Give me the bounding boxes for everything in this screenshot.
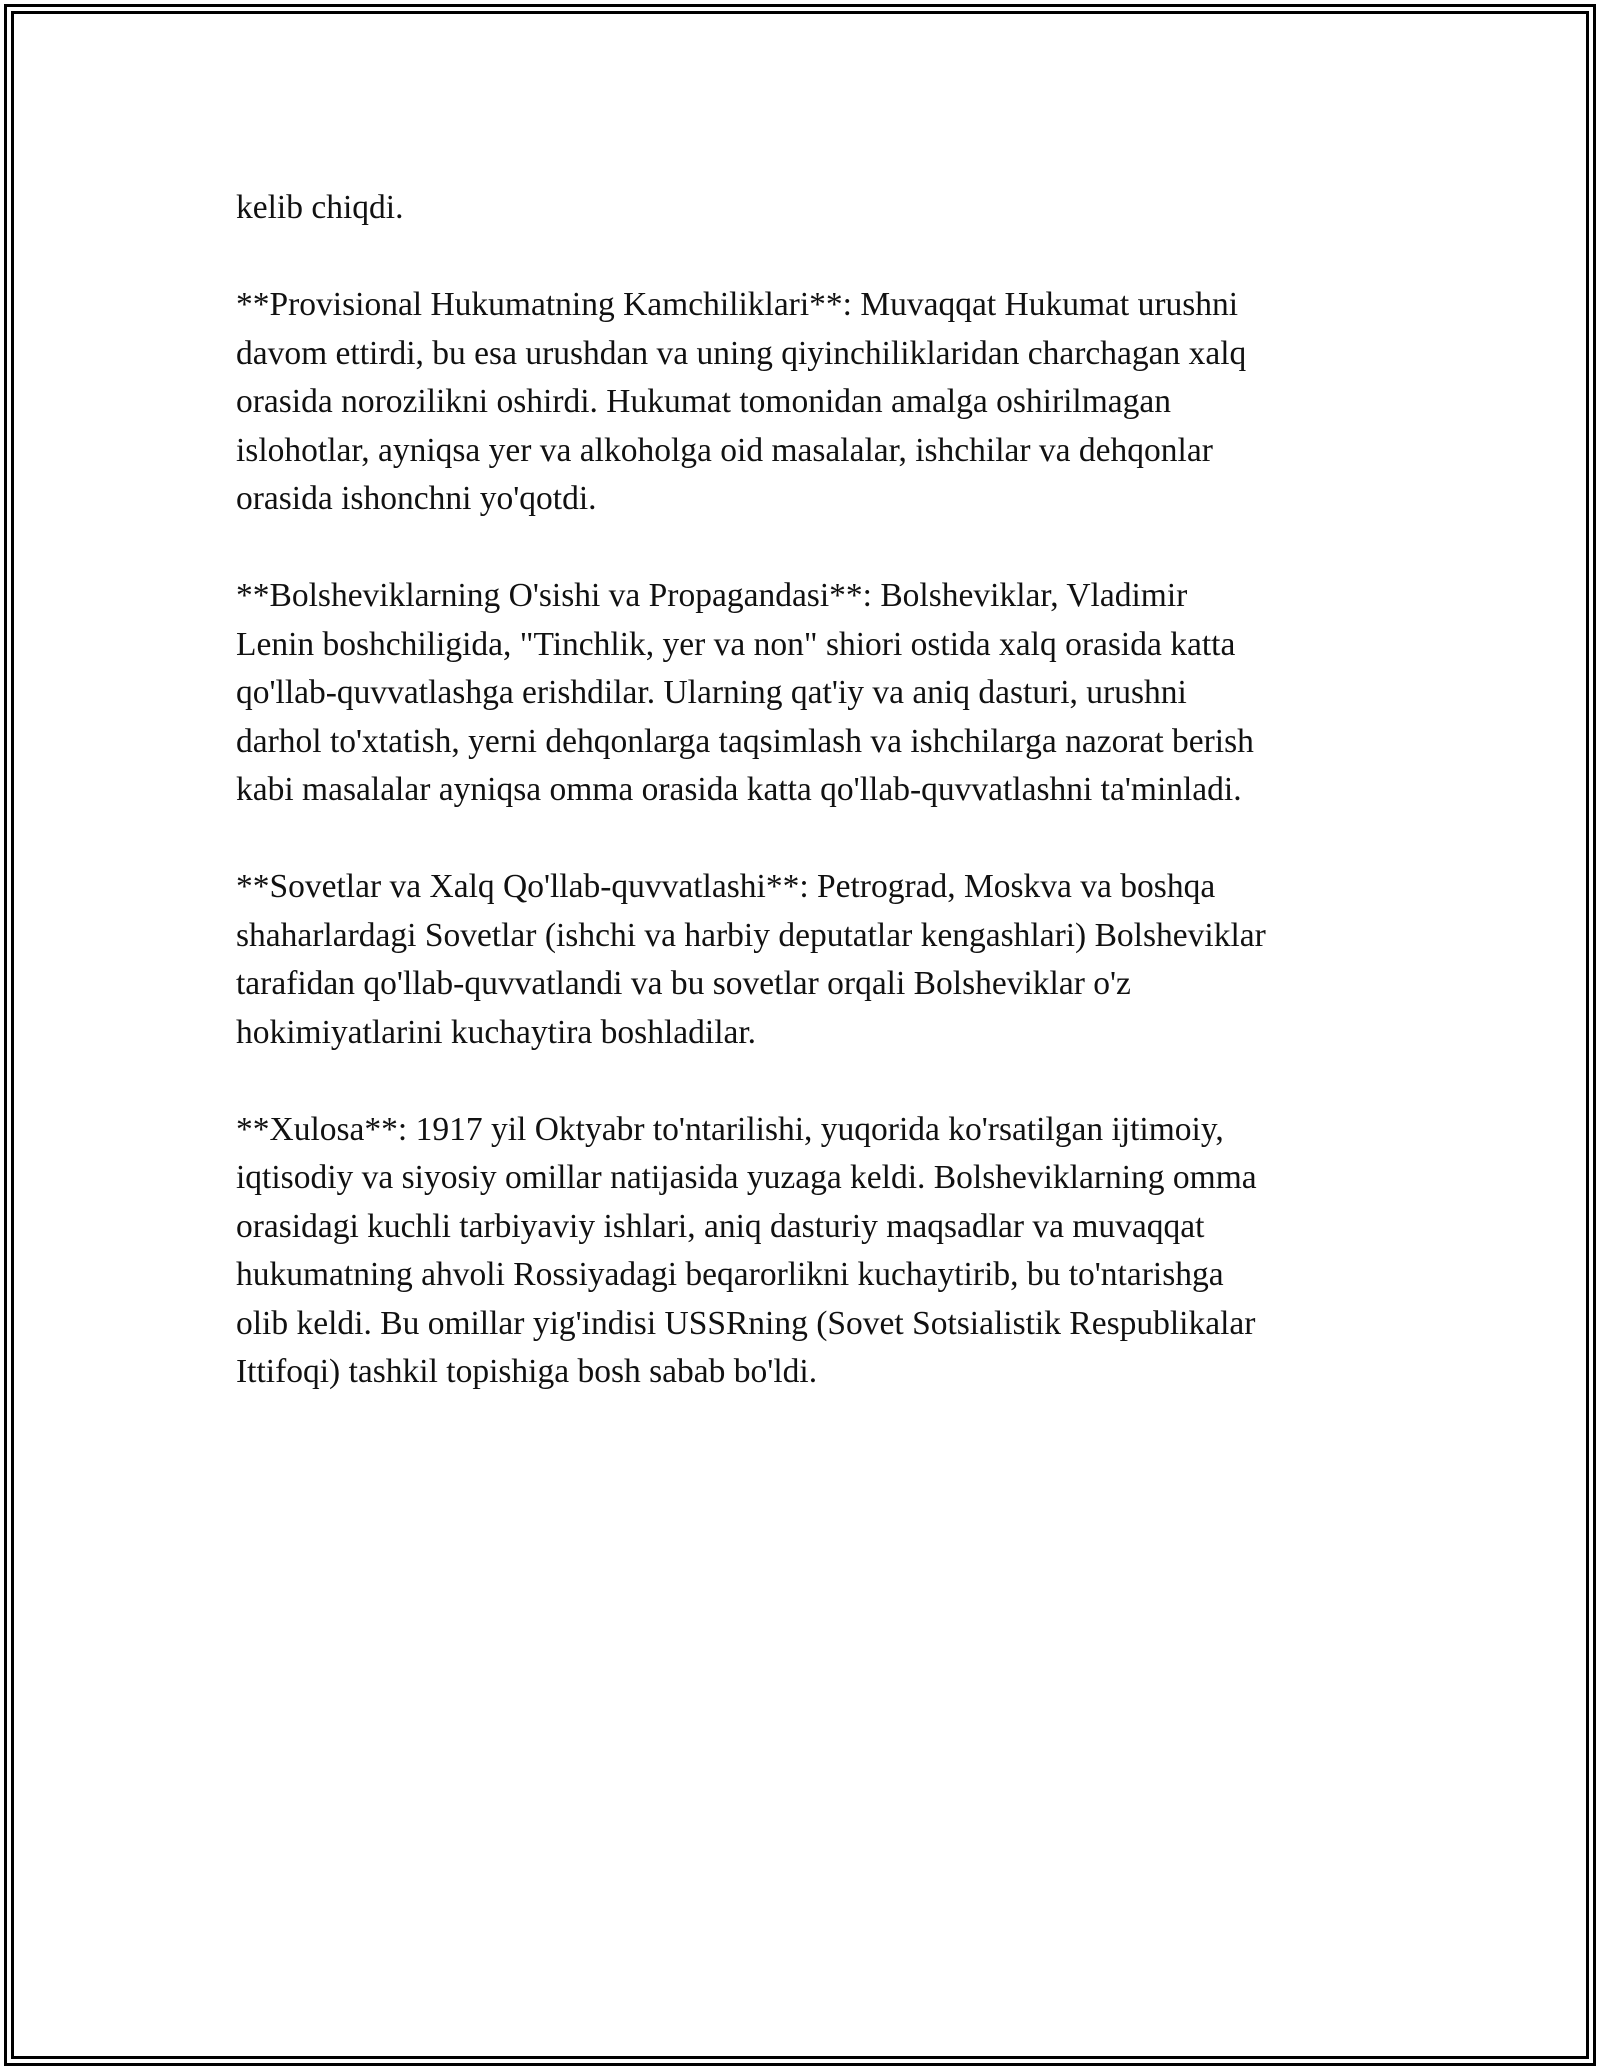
text-line: orasida norozilikni oshirdi. Hukumat tomonidan amalga oshirilmagan xyxy=(236,383,1172,420)
text-line: tarafidan qo'llab-quvvatlandi va bu sovetlar orqali Bolsheviklar o'z xyxy=(236,965,1131,1002)
text-line: **Sovetlar va Xalq Qo'llab-quvvatlashi**: Petrograd, Moskva va boshqa xyxy=(236,868,1216,905)
text-line: islohotlar, ayniqsa yer va alkoholga oid masalalar, ishchilar va dehqonlar xyxy=(236,431,1213,469)
text-line: orasidagi kuchli tarbiyaviy ishlari, aniq dasturiy maqsadlar va muvaqqat xyxy=(236,1207,1205,1245)
text-line: orasida ishonchni yo'qotdi. xyxy=(236,480,597,517)
paragraph-bolsheviks xyxy=(236,572,1376,815)
text-line: hokimiyatlarini kuchaytira boshladilar. xyxy=(236,1013,757,1051)
text-line: Ittifoqi) tashkil topishiga bosh sabab bo'ldi. xyxy=(236,1353,818,1390)
text-line: kelib chiqdi. xyxy=(236,189,404,226)
text-line: hukumatning ahvoli Rossiyadagi beqarorlikni kuchaytirib, bu to'ntarishga xyxy=(236,1256,1224,1293)
paragraph-conclusion xyxy=(236,1106,1376,1397)
text-line: kabi masalalar ayniqsa omma orasida katta qo'llab-quvvatlashni ta'minladi. xyxy=(236,771,1242,808)
text-line: olib keldi. Bu omillar yig'indisi USSRning (Sovet Sotsialistik Respublikalar xyxy=(236,1304,1256,1342)
paragraph-intro-fragment xyxy=(236,184,1376,233)
text-line: darhol to'xtatish, yerni dehqonlarga taqsimlash va ishchilarga nazorat berish xyxy=(236,722,1254,760)
text-line: qo'llab-quvvatlashga erishdilar. Ularning qat'iy va aniq dasturi, urushni xyxy=(236,674,1187,711)
text-line: **Xulosa**: 1917 yil Oktyabr to'ntarilishi, yuqorida ko'rsatilgan ijtimoiy, xyxy=(236,1110,1224,1148)
text-line: Lenin boshchiligida, "Tinchlik, yer va non" shiori ostida xalq orasida katta xyxy=(236,625,1236,663)
text-line: **Provisional Hukumatning Kamchiliklari**: Muvaqqat Hukumat urushni xyxy=(236,286,1239,323)
document-body xyxy=(236,184,1376,1445)
text-line: **Bolsheviklarning O'sishi va Propagandasi**: Bolsheviklar, Vladimir xyxy=(236,577,1188,614)
text-line: iqtisodiy va siyosiy omillar natijasida yuzaga keldi. Bolsheviklarning omma xyxy=(236,1159,1257,1196)
paragraph-provisional-government xyxy=(236,281,1376,524)
text-line: davom ettirdi, bu esa urushdan va uning qiyinchiliklaridan charchagan xalq xyxy=(236,334,1247,372)
text-line: shaharlardagi Sovetlar (ishchi va harbiy deputatlar kengashlari) Bolsheviklar xyxy=(236,916,1266,954)
paragraph-soviets xyxy=(236,863,1376,1057)
